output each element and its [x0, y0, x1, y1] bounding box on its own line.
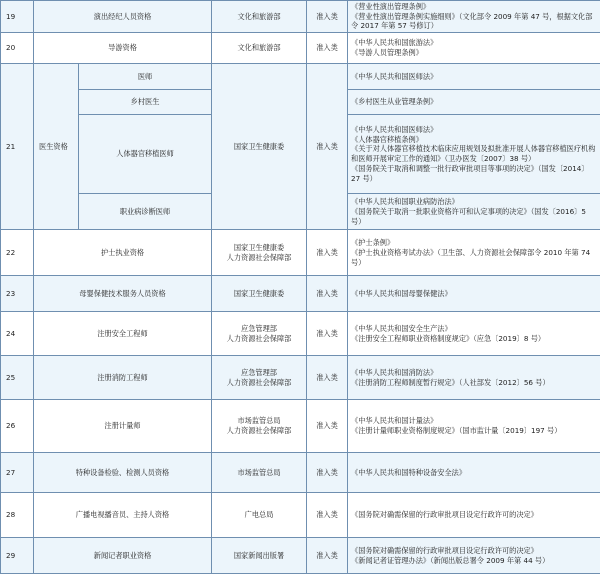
category: 准入类: [307, 33, 348, 64]
qualification-group: 医生资格: [34, 64, 79, 230]
qualification-name: 注册计量师: [34, 400, 212, 453]
table-row: [1, 400, 600, 453]
qualification-name: 护士执业资格: [34, 230, 212, 276]
table-row: [1, 1, 600, 33]
row-number: 25: [1, 356, 34, 400]
legal-basis: 《中华人民共和国职业病防治法》 《国务院关于取消一批职业资格许可和认定事项的决定》（国发〔2016〕5 号）: [348, 194, 600, 230]
table-row: [1, 33, 600, 64]
table-row: [1, 356, 600, 400]
row-number: 19: [1, 1, 34, 33]
qualification-name: 特种设备检验、检测人员资格: [34, 453, 212, 493]
row-number: 21: [1, 64, 34, 230]
table-row: [1, 493, 600, 538]
department: 国家卫生健康委: [212, 64, 307, 230]
legal-basis: 《乡村医生从业管理条例》: [348, 90, 600, 115]
department: 文化和旅游部: [212, 1, 307, 33]
legal-basis: 《护士条例》 《护士执业资格考试办法》（卫生部、人力资源社会保障部令 2010 年第 74 号）: [348, 230, 600, 276]
category: 准入类: [307, 64, 348, 230]
table-row: [1, 453, 600, 493]
qualification-name: 广播电视播音员、主持人资格: [34, 493, 212, 538]
category: 准入类: [307, 230, 348, 276]
table-row: [1, 312, 600, 356]
legal-basis: 《国务院对确需保留的行政审批项目设定行政许可的决定》: [348, 493, 600, 538]
row-number: 20: [1, 33, 34, 64]
legal-basis: 《中华人民共和国旅游法》 《导游人员管理条例》: [348, 33, 600, 64]
sub-qualification-name: 人体器官移植医师: [79, 115, 212, 194]
sub-qualification-name: 职业病诊断医师: [79, 194, 212, 230]
qualification-name: 演出经纪人员资格: [34, 1, 212, 33]
row-number: 23: [1, 276, 34, 312]
qualification-name: 导游资格: [34, 33, 212, 64]
legal-basis: 《中华人民共和国特种设备安全法》: [348, 453, 600, 493]
legal-basis: 《国务院对确需保留的行政审批项目设定行政许可的决定》 《新闻记者证管理办法》（新闻出版总署令 2009 年第 44 号）: [348, 538, 600, 574]
category: 准入类: [307, 276, 348, 312]
row-number: 28: [1, 493, 34, 538]
department: 市场监管总局 人力资源社会保障部: [212, 400, 307, 453]
legal-basis: 《中华人民共和国母婴保健法》: [348, 276, 600, 312]
table-row: [1, 538, 600, 574]
sub-qualification-name: 乡村医生: [79, 90, 212, 115]
row-number: 29: [1, 538, 34, 574]
qualification-name: 注册安全工程师: [34, 312, 212, 356]
sub-qualification-name: 医师: [79, 64, 212, 90]
department: 应急管理部 人力资源社会保障部: [212, 312, 307, 356]
row-number: 26: [1, 400, 34, 453]
table-row: [1, 64, 600, 90]
department: 广电总局: [212, 493, 307, 538]
category: 准入类: [307, 312, 348, 356]
category: 准入类: [307, 453, 348, 493]
category: 准入类: [307, 356, 348, 400]
legal-basis: 《营业性演出管理条例》 《营业性演出管理条例实施细则》（文化部令 2009 年第 47 号，根据文化部令 2017 年第 57 号修订）: [348, 1, 600, 33]
department: 国家卫生健康委 人力资源社会保障部: [212, 230, 307, 276]
category: 准入类: [307, 400, 348, 453]
department: 国家卫生健康委: [212, 276, 307, 312]
department: 应急管理部 人力资源社会保障部: [212, 356, 307, 400]
legal-basis: 《中华人民共和国医师法》 《人体器官移植条例》 《关于对人体器官移植技术临床应用规划及拟批准开展人体器官移植医疗机构和医师开展审定工作的通知》（卫办医发〔2007〕38 号） 《国务院关于取消和调整一批行政审批项目等事项的决定》（国发〔2014〕27 号）: [348, 115, 600, 194]
department: 市场监管总局: [212, 453, 307, 493]
category: 准入类: [307, 1, 348, 33]
legal-basis: 《中华人民共和国消防法》 《注册消防工程师制度暂行规定》（人社部发〔2012〕56 号）: [348, 356, 600, 400]
legal-basis: 《中华人民共和国医师法》: [348, 64, 600, 90]
table-row: [1, 276, 600, 312]
row-number: 24: [1, 312, 34, 356]
department: 国家新闻出版署: [212, 538, 307, 574]
category: 准入类: [307, 493, 348, 538]
legal-basis: 《中华人民共和国安全生产法》 《注册安全工程师职业资格制度规定》（应急〔2019〕8 号）: [348, 312, 600, 356]
row-number: 22: [1, 230, 34, 276]
department: 文化和旅游部: [212, 33, 307, 64]
qualification-name: 注册消防工程师: [34, 356, 212, 400]
category: 准入类: [307, 538, 348, 574]
qualification-name: 新闻记者职业资格: [34, 538, 212, 574]
table-row: [1, 230, 600, 276]
row-number: 27: [1, 453, 34, 493]
legal-basis: 《中华人民共和国计量法》 《注册计量师职业资格制度规定》（国市监计量〔2019〕197 号）: [348, 400, 600, 453]
qualification-name: 母婴保健技术服务人员资格: [34, 276, 212, 312]
